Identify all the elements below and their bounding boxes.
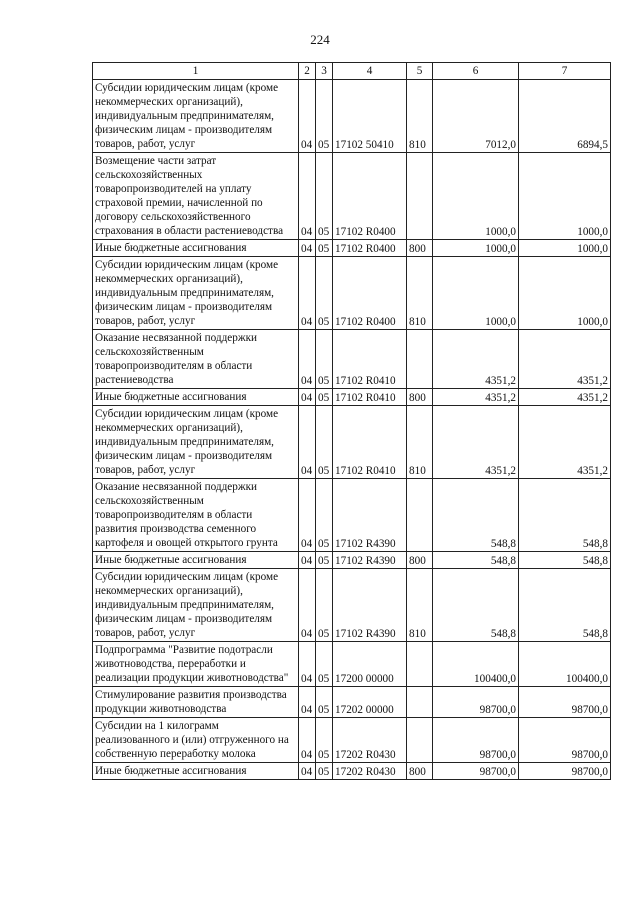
amount-cell-6: 4351,2: [433, 406, 519, 479]
amount-cell-6: 1000,0: [433, 153, 519, 240]
header-cell: 3: [316, 63, 333, 80]
section-code-cell: 04: [299, 479, 316, 552]
section-code-cell: 04: [299, 687, 316, 718]
amount-cell-6: 1000,0: [433, 257, 519, 330]
amount-cell-7: 4351,2: [519, 330, 611, 389]
row-name-cell: Субсидии юридическим лицам (кроме некоммерческих организаций), индивидуальным предпринимателям, физическим лицам - производителям товаров, работ, услуг: [93, 257, 299, 330]
table-row: [93, 479, 611, 552]
row-name-cell: Субсидии юридическим лицам (кроме некоммерческих организаций), индивидуальным предпринимателям, физическим лицам - производителям товаров, работ, услуг: [93, 569, 299, 642]
table-row: [93, 80, 611, 153]
target-article-cell: 17102 R0400: [333, 240, 407, 257]
row-name-cell: Субсидии на 1 килограмм реализованного и (или) отгруженного на собственную переработку молока: [93, 718, 299, 763]
budget-table: [92, 62, 611, 780]
header-cell: 1: [93, 63, 299, 80]
header-cell: 2: [299, 63, 316, 80]
section-code-cell: 04: [299, 406, 316, 479]
subsection-code-cell: 05: [316, 406, 333, 479]
subsection-code-cell: 05: [316, 718, 333, 763]
expense-type-cell: 810: [407, 569, 433, 642]
expense-type-cell: [407, 330, 433, 389]
section-code-cell: 04: [299, 240, 316, 257]
target-article-cell: 17202 00000: [333, 687, 407, 718]
table-row: [93, 240, 611, 257]
target-article-cell: 17102 R0410: [333, 389, 407, 406]
subsection-code-cell: 05: [316, 687, 333, 718]
amount-cell-7: 100400,0: [519, 642, 611, 687]
section-code-cell: 04: [299, 718, 316, 763]
table-row: [93, 552, 611, 569]
expense-type-cell: [407, 153, 433, 240]
subsection-code-cell: 05: [316, 763, 333, 780]
table-row: [93, 718, 611, 763]
table-row: [93, 257, 611, 330]
target-article-cell: 17202 R0430: [333, 718, 407, 763]
target-article-cell: 17102 R4390: [333, 569, 407, 642]
section-code-cell: 04: [299, 80, 316, 153]
table-row: [93, 763, 611, 780]
amount-cell-6: 4351,2: [433, 389, 519, 406]
expense-type-cell: 810: [407, 257, 433, 330]
row-name-cell: Иные бюджетные ассигнования: [93, 552, 299, 569]
expense-type-cell: [407, 642, 433, 687]
table-body: [93, 63, 611, 780]
section-code-cell: 04: [299, 569, 316, 642]
expense-type-cell: 800: [407, 240, 433, 257]
section-code-cell: 04: [299, 552, 316, 569]
row-name-cell: Субсидии юридическим лицам (кроме некоммерческих организаций), индивидуальным предпринимателям, физическим лицам - производителям товаров, работ, услуг: [93, 406, 299, 479]
amount-cell-6: 100400,0: [433, 642, 519, 687]
amount-cell-6: 98700,0: [433, 687, 519, 718]
target-article-cell: 17102 R4390: [333, 552, 407, 569]
table-row: [93, 406, 611, 479]
subsection-code-cell: 05: [316, 257, 333, 330]
row-name-cell: Возмещение части затрат сельскохозяйственных товаропроизводителей на уплату страховой премии, начисленной по договору сельскохозяйственного страхования в области растениеводства: [93, 153, 299, 240]
expense-type-cell: [407, 687, 433, 718]
target-article-cell: 17202 R0430: [333, 763, 407, 780]
subsection-code-cell: 05: [316, 552, 333, 569]
table-row: [93, 389, 611, 406]
amount-cell-7: 1000,0: [519, 153, 611, 240]
amount-cell-6: 98700,0: [433, 718, 519, 763]
row-name-cell: Оказание несвязанной поддержки сельскохозяйственным товаропроизводителям в области растениеводства: [93, 330, 299, 389]
section-code-cell: 04: [299, 389, 316, 406]
target-article-cell: 17102 R0410: [333, 330, 407, 389]
target-article-cell: 17102 50410: [333, 80, 407, 153]
target-article-cell: 17102 R4390: [333, 479, 407, 552]
header-row: [93, 63, 611, 80]
header-cell: 5: [407, 63, 433, 80]
expense-type-cell: 810: [407, 406, 433, 479]
header-cell: 6: [433, 63, 519, 80]
amount-cell-6: 1000,0: [433, 240, 519, 257]
amount-cell-7: 98700,0: [519, 687, 611, 718]
expense-type-cell: 810: [407, 80, 433, 153]
subsection-code-cell: 05: [316, 153, 333, 240]
target-article-cell: 17200 00000: [333, 642, 407, 687]
target-article-cell: 17102 R0400: [333, 153, 407, 240]
row-name-cell: Подпрограмма "Развитие подотрасли животноводства, переработки и реализации продукции животноводства": [93, 642, 299, 687]
amount-cell-7: 548,8: [519, 552, 611, 569]
expense-type-cell: 800: [407, 552, 433, 569]
subsection-code-cell: 05: [316, 240, 333, 257]
table-row: [93, 330, 611, 389]
row-name-cell: Стимулирование развития производства продукции животноводства: [93, 687, 299, 718]
amount-cell-6: 548,8: [433, 552, 519, 569]
amount-cell-6: 548,8: [433, 479, 519, 552]
row-name-cell: Иные бюджетные ассигнования: [93, 240, 299, 257]
target-article-cell: 17102 R0400: [333, 257, 407, 330]
table-row: [93, 153, 611, 240]
amount-cell-6: 548,8: [433, 569, 519, 642]
section-code-cell: 04: [299, 153, 316, 240]
table-row: [93, 569, 611, 642]
row-name-cell: Субсидии юридическим лицам (кроме некоммерческих организаций), индивидуальным предпринимателям, физическим лицам - производителям товаров, работ, услуг: [93, 80, 299, 153]
amount-cell-7: 98700,0: [519, 718, 611, 763]
amount-cell-7: 548,8: [519, 479, 611, 552]
row-name-cell: Иные бюджетные ассигнования: [93, 389, 299, 406]
amount-cell-7: 4351,2: [519, 389, 611, 406]
header-cell: 4: [333, 63, 407, 80]
section-code-cell: 04: [299, 642, 316, 687]
subsection-code-cell: 05: [316, 80, 333, 153]
section-code-cell: 04: [299, 257, 316, 330]
amount-cell-6: 98700,0: [433, 763, 519, 780]
subsection-code-cell: 05: [316, 642, 333, 687]
amount-cell-6: 7012,0: [433, 80, 519, 153]
section-code-cell: 04: [299, 330, 316, 389]
row-name-cell: Иные бюджетные ассигнования: [93, 763, 299, 780]
amount-cell-7: 98700,0: [519, 763, 611, 780]
section-code-cell: 04: [299, 763, 316, 780]
amount-cell-7: 4351,2: [519, 406, 611, 479]
page-number: 224: [310, 32, 330, 47]
amount-cell-6: 4351,2: [433, 330, 519, 389]
expense-type-cell: [407, 718, 433, 763]
expense-type-cell: 800: [407, 763, 433, 780]
subsection-code-cell: 05: [316, 330, 333, 389]
table-row: [93, 642, 611, 687]
subsection-code-cell: 05: [316, 569, 333, 642]
header-cell: 7: [519, 63, 611, 80]
subsection-code-cell: 05: [316, 389, 333, 406]
row-name-cell: Оказание несвязанной поддержки сельскохозяйственным товаропроизводителям в области развития производства семенного картофеля и овощей открытого грунта: [93, 479, 299, 552]
subsection-code-cell: 05: [316, 479, 333, 552]
expense-type-cell: [407, 479, 433, 552]
amount-cell-7: 6894,5: [519, 80, 611, 153]
target-article-cell: 17102 R0410: [333, 406, 407, 479]
amount-cell-7: 1000,0: [519, 240, 611, 257]
amount-cell-7: 548,8: [519, 569, 611, 642]
expense-type-cell: 800: [407, 389, 433, 406]
amount-cell-7: 1000,0: [519, 257, 611, 330]
table-row: [93, 687, 611, 718]
